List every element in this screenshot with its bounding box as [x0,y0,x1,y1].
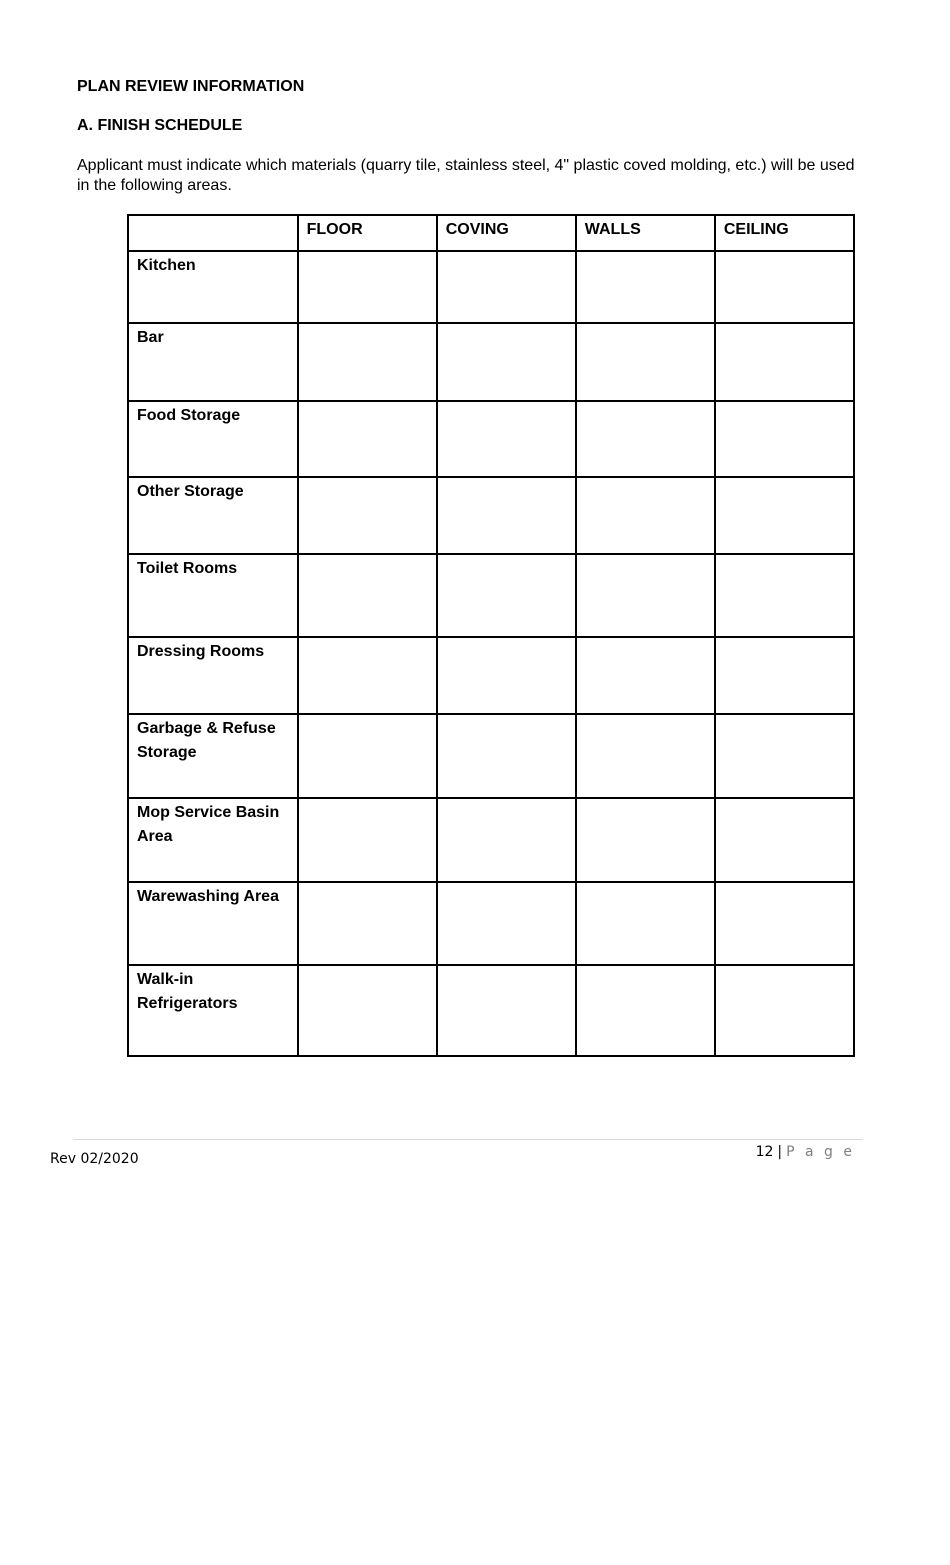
floor-cell[interactable] [298,251,437,323]
floor-cell[interactable] [298,323,437,401]
walls-cell[interactable] [576,323,715,401]
row-label: Bar [128,323,298,401]
ceiling-cell[interactable] [715,323,854,401]
ceiling-cell[interactable] [715,554,854,637]
floor-cell[interactable] [298,401,437,477]
ceiling-cell[interactable] [715,401,854,477]
row-label: Warewashing Area [128,882,298,965]
floor-cell[interactable] [298,714,437,798]
finish-schedule-table [127,214,855,1057]
walls-cell[interactable] [576,554,715,637]
row-label: Other Storage [128,477,298,554]
ceiling-cell[interactable] [715,965,854,1056]
ceiling-cell[interactable] [715,637,854,714]
coving-cell[interactable] [437,477,576,554]
row-label: Walk-in Refrigerators [128,965,298,1056]
ceiling-cell[interactable] [715,714,854,798]
walls-cell[interactable] [576,965,715,1056]
table-row [128,554,854,637]
coving-cell[interactable] [437,554,576,637]
page-number-value: 12 [755,1144,774,1160]
row-label: Mop Service Basin Area [128,798,298,882]
walls-cell[interactable] [576,798,715,882]
coving-cell[interactable] [437,401,576,477]
table-row [128,477,854,554]
walls-cell[interactable] [576,714,715,798]
footer-divider [73,1139,863,1140]
row-label: Kitchen [128,251,298,323]
walls-cell[interactable] [576,882,715,965]
table-row [128,401,854,477]
page-separator: | [777,1144,783,1160]
row-label: Garbage & Refuse Storage [128,714,298,798]
coving-cell[interactable] [437,323,576,401]
walls-cell[interactable] [576,401,715,477]
floor-cell[interactable] [298,965,437,1056]
coving-cell[interactable] [437,251,576,323]
table-row [128,637,854,714]
revision-date: Rev 02/2020 [50,1151,139,1167]
section-title: PLAN REVIEW INFORMATION [77,78,305,95]
page-number [756,1144,855,1160]
table-row [128,323,854,401]
instructions-text: Applicant must indicate which materials (quarry tile, stainless steel, 4" plastic coved molding, etc.) will be used in the following areas. [77,157,855,194]
table-header-row [128,215,854,251]
table-row [128,714,854,798]
row-label: Food Storage [128,401,298,477]
header-floor: FLOOR [298,215,437,251]
coving-cell[interactable] [437,965,576,1056]
coving-cell[interactable] [437,798,576,882]
floor-cell[interactable] [298,477,437,554]
walls-cell[interactable] [576,251,715,323]
header-coving: COVING [437,215,576,251]
floor-cell[interactable] [298,798,437,882]
table-row [128,251,854,323]
table-row [128,882,854,965]
coving-cell[interactable] [437,637,576,714]
floor-cell[interactable] [298,637,437,714]
walls-cell[interactable] [576,637,715,714]
page-word: P a g e [786,1144,855,1160]
ceiling-cell[interactable] [715,251,854,323]
table-row [128,798,854,882]
walls-cell[interactable] [576,477,715,554]
ceiling-cell[interactable] [715,882,854,965]
finish-schedule-title: A. FINISH SCHEDULE [77,117,243,134]
header-walls: WALLS [576,215,715,251]
row-label: Toilet Rooms [128,554,298,637]
ceiling-cell[interactable] [715,798,854,882]
header-ceiling: CEILING [715,215,854,251]
coving-cell[interactable] [437,882,576,965]
coving-cell[interactable] [437,714,576,798]
row-label: Dressing Rooms [128,637,298,714]
floor-cell[interactable] [298,882,437,965]
table-row [128,965,854,1056]
ceiling-cell[interactable] [715,477,854,554]
corner-cell [128,215,298,251]
floor-cell[interactable] [298,554,437,637]
